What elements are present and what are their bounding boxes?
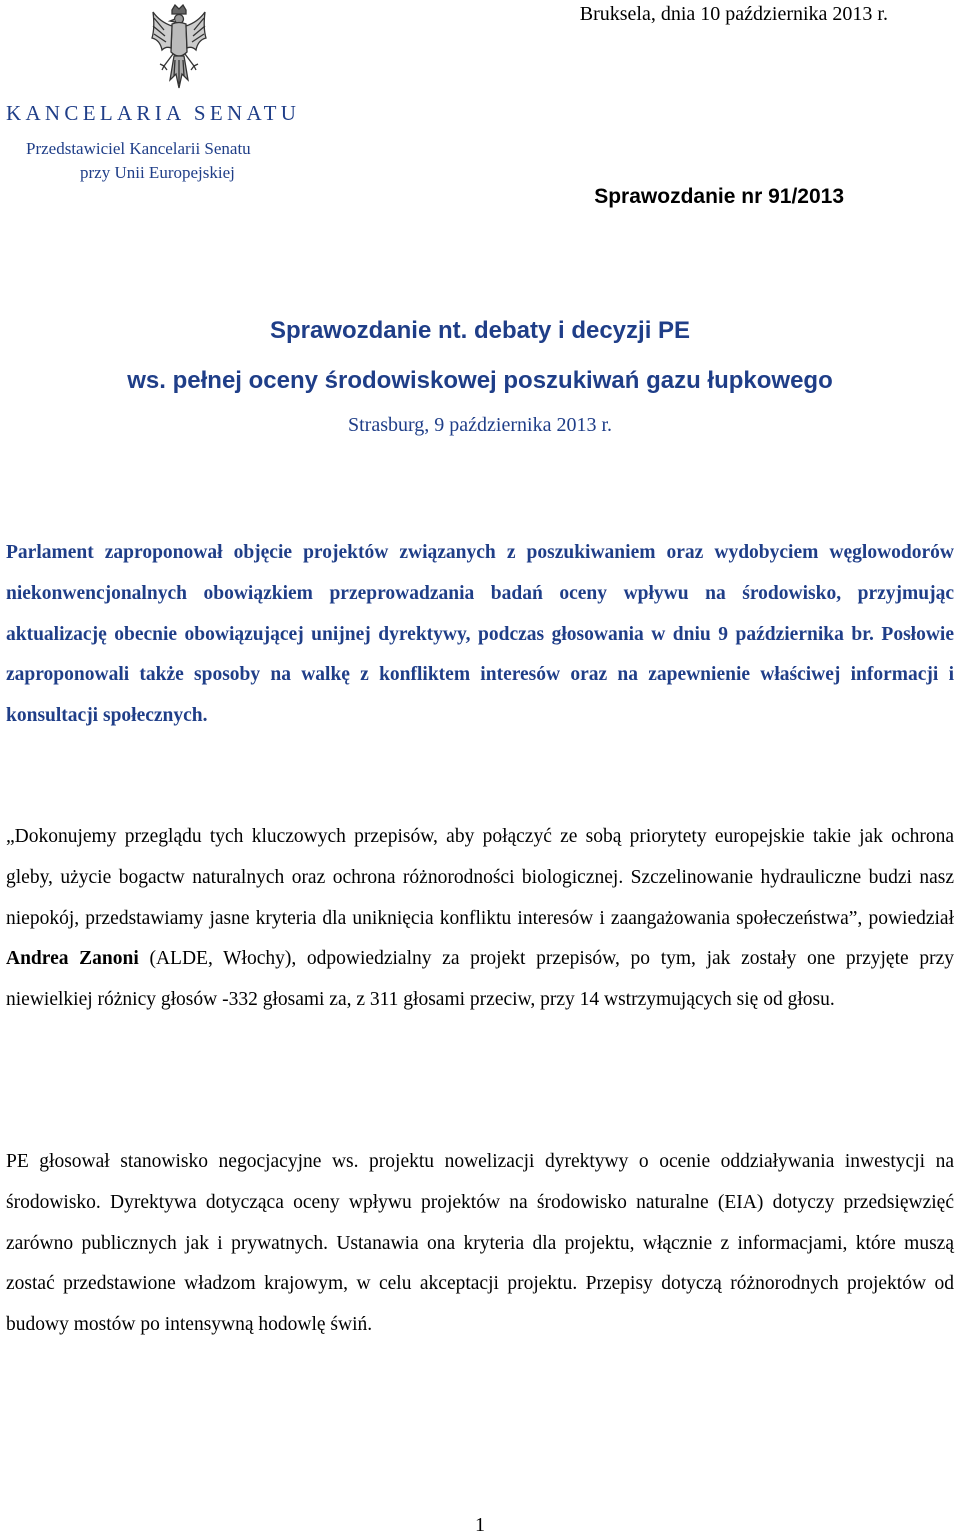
place-and-date: Strasburg, 9 października 2013 r. [347,414,612,436]
page-number: 1 [475,1514,485,1536]
body-paragraph: PE głosował stanowisko negocjacyjne ws. projektu nowelizacji dyrektywy o ocenie oddziaływania inwestycji na środowisko. Dyrektywa dotycząca oceny wpływu projektów na środowisko naturalne (EIA) dotyczy przedsięwzięć zarówno publicznych jak i prywatnych. Ustanawia ona kryteria dla projektu, włącznie z informacjami, które muszą zostać przedstawione władzom krajowym, w celu akceptacji projektu. Przepisy dotyczą różnorodnych projektów od budowy mostów po intensywną hodowlę świń. [6,1151,954,1336]
quote-text: „Dokonujemy przeglądu tych kluczowych przepisów, aby połączyć ze sobą priorytety europejskie takie jak ochrona gleby, użycie bogactw naturalnych oraz ochrona różnorodności biologicznej. Szczelinowanie hydrauliczne budzi nasz niepokój, przedstawiamy jasne kryteria dla uniknięcia konfliktu interesów i zaangażowania społeczeństwa”, powiedział [6,826,954,929]
quote-continuation: (ALDE, Włochy), odpowiedzialny za projekt przepisów, po tym, jak zostały one przyjęte przy niewielkiej różnicy głosów -332 głosami za, z 311 głosami przeciw, przy 14 wstrzymujących się od głosu. [6,948,954,1011]
report-number: Sprawozdanie nr 91/2013 [594,185,844,208]
institution-subtitle [26,137,251,185]
white-eagle-emblem-icon [150,4,208,90]
institution-subtitle-line2: przy Unii Europejskiej [80,163,235,182]
document-title: Sprawozdanie nt. debaty i decyzji PE [269,317,691,344]
speaker-name: Andrea Zanoni [6,948,139,970]
document-date: Bruksela, dnia 10 października 2013 r. [579,3,888,25]
institution-subtitle-line1: Przedstawiciel Kancelarii Senatu [26,139,251,158]
institution-name: KANCELARIA SENATU [6,101,301,125]
document-subtitle: ws. pełnej oceny środowiskowej poszukiwań gazu łupkowego [127,367,833,394]
quote-paragraph [6,817,954,1021]
lead-paragraph: Parlament zaproponował objęcie projektów związanych z poszukiwaniem oraz wydobyciem węglowodorów niekonwencjonalnych obowiązkiem przeprowadzania badań oceny wpływu na środowisko, przyjmując aktualizację obecnie obowiązującej unijnej dyrektywy, podczas głosowania w dniu 9 października br. Posłowie zaproponowali także sposoby na walkę z konfliktem interesów oraz na zapewnienie właściwej informacji i konsultacji społecznych. [6,542,954,727]
